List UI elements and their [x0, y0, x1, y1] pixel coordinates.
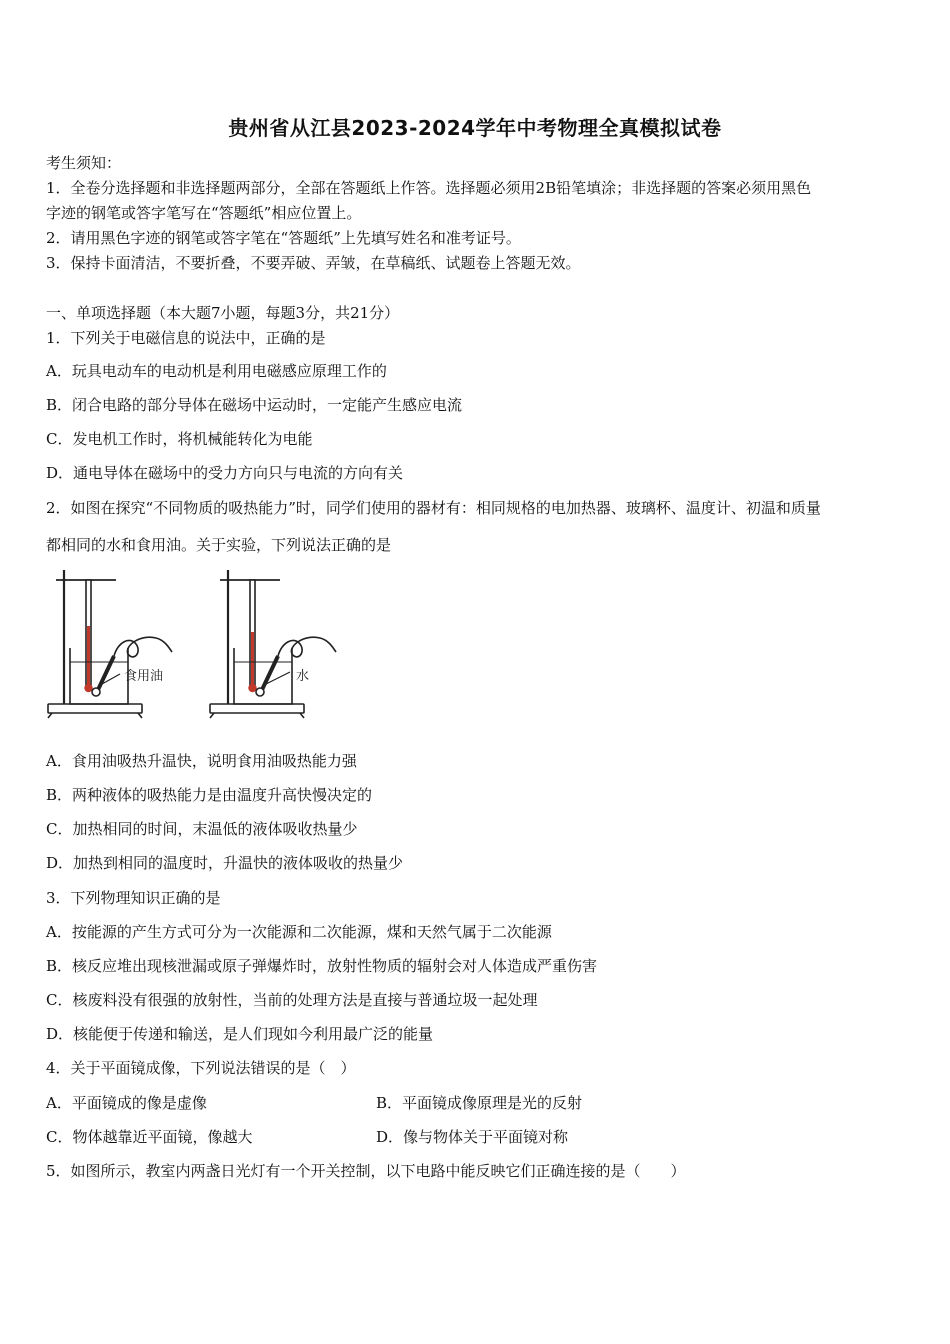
question-1-stem: 1．下列关于电磁信息的说法中，正确的是: [46, 329, 326, 347]
question-2-option-b: B．两种液体的吸热能力是由温度升高快慢决定的: [46, 786, 373, 804]
question-2-option-a: A．食用油吸热升温快，说明食用油吸热能力强: [46, 752, 357, 770]
question-2-stem-line2: 都相同的水和食用油。关于实验，下列说法正确的是: [46, 536, 392, 554]
question-1-option-d: D．通电导体在磁场中的受力方向只与电流的方向有关: [46, 464, 404, 482]
oil-label: 食用油: [124, 669, 164, 684]
question-3-stem: 3．下列物理知识正确的是: [46, 889, 221, 907]
question-4-option-d: D．像与物体关于平面镜对称: [376, 1128, 569, 1146]
question-2-option-d: D．加热到相同的温度时，升温快的液体吸收的热量少: [46, 854, 404, 872]
question-4-option-b: B．平面镜成像原理是光的反射: [376, 1094, 583, 1112]
question-4-stem: 4．关于平面镜成像，下列说法错误的是（ ）: [46, 1059, 356, 1077]
question-3-option-d: D．核能便于传递和输送，是人们现如今利用最广泛的能量: [46, 1025, 434, 1043]
exam-title: 贵州省从江县2023-2024学年中考物理全真模拟试卷: [228, 116, 722, 140]
water-setup: [210, 570, 336, 718]
notice-item: 3．保持卡面清洁，不要折叠，不要弄破、弄皱，在草稿纸、试题卷上答题无效。: [46, 254, 581, 272]
question-2-stem-line1: 2．如图在探究“不同物质的吸热能力”时，同学们使用的器材有：相同规格的电加热器、玻璃杯、温度计、初温和质量: [46, 499, 821, 517]
question-1-option-a: A．玩具电动车的电动机是利用电磁感应原理工作的: [46, 362, 387, 380]
section-heading: 一、单项选择题（本大题7小题，每题3分，共21分）: [46, 304, 400, 322]
notice-item: 字迹的钢笔或答字笔写在“答题纸”相应位置上。: [46, 204, 362, 222]
question-4-option-a: A．平面镜成的像是虚像: [46, 1094, 207, 1112]
question-3-option-b: B．核反应堆出现核泄漏或原子弹爆炸时，放射性物质的辐射会对人体造成严重伤害: [46, 957, 598, 975]
notice-heading: 考生须知：: [46, 154, 122, 172]
oil-setup: [48, 570, 172, 718]
question-3-option-a: A．按能源的产生方式可分为一次能源和二次能源，煤和天然气属于二次能源: [46, 923, 552, 941]
question-1-option-c: C．发电机工作时，将机械能转化为电能: [46, 430, 313, 448]
question-1-option-b: B．闭合电路的部分导体在磁场中运动时，一定能产生感应电流: [46, 396, 463, 414]
question-4-option-c: C．物体越靠近平面镜，像越大: [46, 1128, 253, 1146]
heating-experiment-figure: [44, 566, 344, 726]
notice-item: 1．全卷分选择题和非选择题两部分，全部在答题纸上作答。选择题必须用2B铅笔填涂；非选择题的答案必须用黑色: [46, 179, 812, 197]
water-label: 水: [296, 669, 310, 684]
question-3-option-c: C．核废料没有很强的放射性，当前的处理方法是直接与普通垃圾一起处理: [46, 991, 538, 1009]
notice-item: 2．请用黑色字迹的钢笔或答字笔在“答题纸”上先填写姓名和准考证号。: [46, 229, 521, 247]
question-2-option-c: C．加热相同的时间，末温低的液体吸收热量少: [46, 820, 358, 838]
question-5-stem: 5．如图所示，教室内两盏日光灯有一个开关控制，以下电路中能反映它们正确连接的是（ ）: [46, 1162, 686, 1180]
